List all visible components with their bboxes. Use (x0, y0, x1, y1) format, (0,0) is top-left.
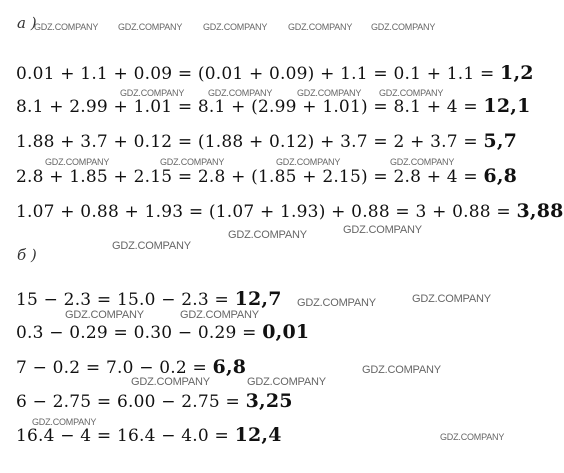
watermark: GDZ.COMPANY (379, 88, 444, 98)
watermark: GDZ.COMPANY (297, 297, 376, 309)
section-a-line-5 (16, 201, 564, 222)
section-a-line-3 (16, 131, 517, 152)
section-b-line-4 (16, 391, 293, 412)
expression: 0.3 − 0.29 = 0.30 − 0.29 = (16, 323, 263, 343)
expression: 7 − 0.2 = 7.0 − 0.2 = (16, 358, 213, 378)
watermark: GDZ.COMPANY (343, 224, 422, 236)
watermark: GDZ.COMPANY (288, 22, 353, 32)
answer: 6,8 (483, 165, 518, 187)
expression: 0.01 + 1.1 + 0.09 = (0.01 + 0.09) + 1.1 = 0.1 + 1.1 = (16, 64, 501, 84)
section-a-line-2 (16, 96, 531, 117)
expression: 6 − 2.75 = 6.00 − 2.75 = (16, 392, 246, 412)
watermark: GDZ.COMPANY (131, 376, 210, 388)
expression: 16.4 − 4 = 16.4 − 4.0 = (16, 426, 235, 446)
section-b-line-2 (16, 322, 309, 343)
watermark: GDZ.COMPANY (276, 157, 341, 167)
watermark: GDZ.COMPANY (412, 293, 491, 305)
section-a-line-1 (16, 63, 534, 84)
section-b-line-5 (16, 425, 282, 446)
answer: 5,7 (483, 130, 518, 152)
watermark: GDZ.COMPANY (440, 432, 505, 442)
answer: 12,4 (234, 424, 282, 446)
section-b-line-1 (16, 289, 282, 310)
watermark: GDZ.COMPANY (34, 22, 99, 32)
watermark: GDZ.COMPANY (120, 88, 185, 98)
watermark: GDZ.COMPANY (297, 88, 362, 98)
watermark: GDZ.COMPANY (180, 309, 259, 321)
watermark: GDZ.COMPANY (228, 229, 307, 241)
expression: 1.07 + 0.88 + 1.93 = (1.07 + 1.93) + 0.88 = 3 + 0.88 = (16, 202, 517, 222)
answer: 1,2 (500, 62, 534, 84)
answer: 6,8 (212, 356, 247, 378)
answer: 3,88 (516, 200, 564, 222)
watermark: GDZ.COMPANY (118, 22, 183, 32)
answer: 12,1 (483, 95, 531, 117)
watermark: GDZ.COMPANY (371, 22, 436, 32)
expression: 1.88 + 3.7 + 0.12 = (1.88 + 0.12) + 3.7 = 2 + 3.7 = (16, 132, 484, 152)
watermark: GDZ.COMPANY (65, 309, 144, 321)
watermark: GDZ.COMPANY (112, 240, 191, 252)
answer: 12,7 (234, 288, 282, 310)
section-a-line-4 (16, 166, 517, 187)
answer: 0,01 (262, 321, 310, 343)
section-b-line-3 (16, 357, 246, 378)
section-b-label: б ) (17, 246, 37, 264)
answer: 3,25 (245, 390, 293, 412)
watermark: GDZ.COMPANY (362, 364, 441, 376)
watermark: GDZ.COMPANY (45, 157, 110, 167)
watermark: GDZ.COMPANY (32, 417, 97, 427)
watermark: GDZ.COMPANY (160, 157, 225, 167)
watermark: GDZ.COMPANY (203, 22, 268, 32)
watermark: GDZ.COMPANY (390, 157, 455, 167)
expression: 15 − 2.3 = 15.0 − 2.3 = (16, 290, 235, 310)
watermark: GDZ.COMPANY (208, 88, 273, 98)
section-a-label: а ) (17, 14, 37, 32)
expression: 2.8 + 1.85 + 2.15 = 2.8 + (1.85 + 2.15) = 2.8 + 4 = (16, 167, 484, 187)
watermark: GDZ.COMPANY (247, 376, 326, 388)
expression: 8.1 + 2.99 + 1.01 = 8.1 + (2.99 + 1.01) = 8.1 + 4 = (16, 97, 484, 117)
